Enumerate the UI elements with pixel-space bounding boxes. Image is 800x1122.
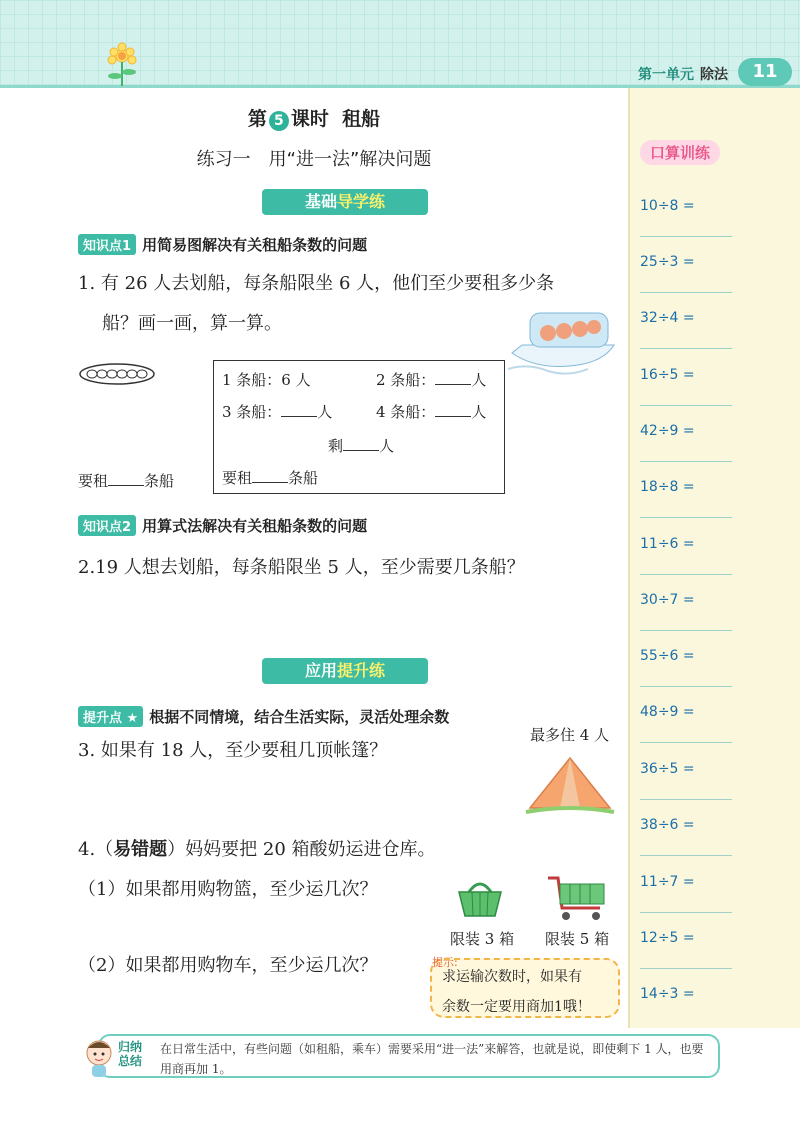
question-4-part-1: （1）如果都用购物篮，至少运几次？ [78,879,378,900]
calc-text: 10÷8 = [640,198,695,214]
applied-practice-banner [262,658,428,684]
improvement-point [78,706,449,727]
flower-icon [100,42,144,92]
calc-text: 25÷3 = [640,254,695,270]
answer-blank[interactable] [108,485,144,486]
banner-highlight: 提升练 [337,661,386,680]
tip-line1: 求运输次数时，如果有 [442,969,582,985]
calc-item [640,630,732,687]
calc-item [640,461,732,518]
calc-item [640,968,732,1024]
topic-label: 除法 [700,67,728,83]
calc-text: 11÷6 = [640,536,695,552]
banner-text: 基础 [304,192,337,211]
knowledge-tag: 知识点2 [78,515,136,536]
calc-text: 36÷5 = [640,761,695,777]
summary-box: 在日常生活中，有些问题（如租船，乘车）需要采用“进一法”来解答，也就是说，即使剩下 1 人，也要用商再加 1。 [98,1034,720,1078]
banner-highlight: 导学练 [337,192,386,211]
answer-blank[interactable] [435,416,471,417]
knowledge-point-1 [78,234,367,255]
calc-item [640,236,732,293]
box-rent: 要租 条船 [222,469,319,487]
calc-text: 30÷7 = [640,592,695,608]
calc-text: 16÷5 = [640,367,695,383]
basket-icon [455,876,505,924]
calc-item [640,349,732,406]
banner-text: 应用 [304,661,337,680]
shopping-cart-icon [546,874,608,926]
calc-text: 32÷4 = [640,310,695,326]
error-prone-tag: 易错题 [113,839,168,860]
lesson-prefix: 第 [247,108,267,130]
calc-text: 55÷6 = [640,648,695,664]
improvement-text: 根据不同情境，结合生活实际，灵活处理余数 [149,708,450,726]
tent-icon [524,752,616,822]
box-row1-b: 2 条船： 人 [376,371,487,389]
knowledge-text: 用算式法解决有关租船条数的问题 [142,517,368,535]
chapter-label [638,64,728,84]
calc-item [640,292,732,349]
calc-item [640,686,732,743]
lesson-title [0,104,628,131]
basket-capacity: 限装 3 箱 [450,930,515,948]
tip-label: 提示: [432,956,458,969]
calc-item [640,743,732,800]
calc-item [640,912,732,969]
box-row2-a: 3 条船： 人 [222,403,333,421]
unit-label: 第一单元 [638,67,694,83]
answer-blank[interactable] [252,482,288,483]
calc-item [640,180,732,237]
cart-capacity: 限装 5 箱 [545,930,610,948]
question-4: 4.（易错题）妈妈要把 20 箱酸奶运进仓库。 [78,839,436,860]
calc-item [640,518,732,575]
knowledge-tag: 知识点1 [78,234,136,255]
question-4-part-2: （2）如果都用购物车，至少运几次？ [78,955,378,976]
calc-text: 42÷9 = [640,423,695,439]
knowledge-text: 用简易图解决有关租船条数的问题 [142,236,368,254]
people-ovals-diagram [78,362,156,390]
calc-text: 12÷5 = [640,930,695,946]
child-avatar-icon [84,1038,114,1082]
calc-text: 48÷9 = [640,704,695,720]
improvement-tag: 提升点 ★ [78,706,143,727]
question-3: 3. 如果有 18 人，至少要租几顶帐篷？ [78,740,388,761]
calc-text: 14÷3 = [640,986,695,1002]
box-row1-a: 1 条船：6 人 [222,371,311,389]
calc-text: 18÷8 = [640,479,695,495]
question-1-line2: 船？画一画，算一算。 [102,313,282,334]
knowledge-point-2 [78,515,367,536]
boat-icon [508,305,618,381]
tip-line2: 余数一定要用商加1哦！ [442,999,591,1015]
page-number: 11 [738,58,792,86]
rent-answer-left: 要租 条船 [78,472,175,490]
calculation-box [213,360,505,494]
exercise-subtitle: 练习一 用“进一法”解决问题 [196,149,432,170]
lesson-name: 租船 [342,108,381,130]
mental-math-title-text: 口算训练 [640,140,720,165]
tent-capacity-label: 最多住 4 人 [530,726,610,744]
answer-blank[interactable] [435,384,471,385]
answer-blank[interactable] [281,416,317,417]
answer-blank[interactable] [343,450,379,451]
tip-bubble [430,958,620,1018]
box-row2-b: 4 条船： 人 [376,403,487,421]
question-1-line1: 1. 有 26 人去划船，每条船限坐 6 人，他们至少要租多少条 [78,273,555,294]
question-2: 2.19 人想去划船，每条船限坐 5 人，至少需要几条船？ [78,557,525,578]
box-remain: 剩 人 [328,437,395,455]
lesson-number-badge: 5 [269,111,289,131]
calc-item [640,574,732,631]
calc-item [640,405,732,462]
summary-tag: 归纳总结 [118,1040,143,1068]
mental-math-title [640,140,720,165]
lesson-suffix: 课时 [290,108,329,130]
calc-text: 38÷6 = [640,817,695,833]
calc-text: 11÷7 = [640,874,695,890]
calc-item [640,799,732,856]
calc-item [640,856,732,913]
basic-practice-banner [262,189,428,215]
